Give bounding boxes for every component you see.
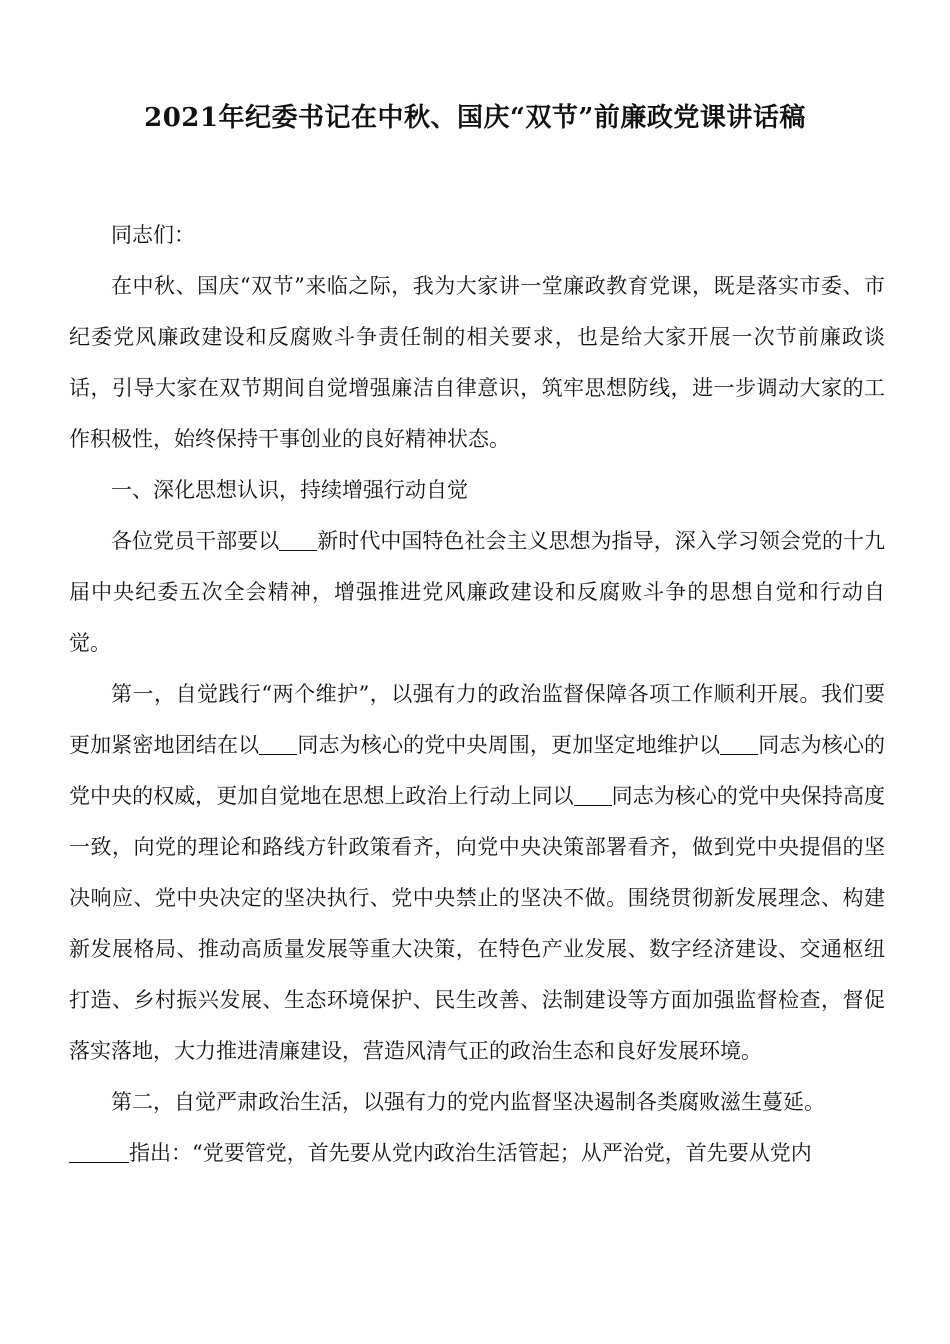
document-body — [69, 210, 885, 1179]
paragraph-guidance — [69, 516, 885, 669]
paragraph-point-1-text-d: 同志为核心的党中央保持高度一致，向党的理论和路线方针政策看齐，向党中央决策部署看齐，做到党中央提倡的坚决响应、党中央决定的坚决执行、党中央禁止的坚决不做。围绕贯彻新发展理念、构建新发展格局、推动高质量发展等重大决策，在特色产业发展、数字经济建设、交通枢纽打造、乡村振兴发展、生态环境保护、民生改善、法制建设等方面加强监督检查，督促落实落地，大力推进清廉建设，营造风清气正的政治生态和良好发展环境。 — [69, 784, 886, 1063]
paragraph-point-1-text-a: 第一，自觉践行“两个维护”，以强有力的政治监督保障各项工作顺利开展。我们要更加紧密地团结在以 — [69, 682, 885, 757]
greeting-paragraph: 同志们： — [111, 223, 195, 247]
paragraph-quote-text: 指出：“党要管党，首先要从党内政治生活管起；从严治党，首先要从党内 — [129, 1141, 812, 1165]
redacted-blank — [279, 529, 317, 551]
paragraph-point-2: 第二，自觉严肃政治生活，以强有力的党内监督坚决遏制各类腐败滋生蔓延。 — [111, 1090, 825, 1114]
document-title: 2021年纪委书记在中秋、国庆“双节”前廉政党课讲话稿 — [144, 103, 806, 133]
redacted-blank — [69, 1141, 129, 1163]
redacted-blank — [259, 733, 297, 755]
paragraph-point-1-text-c: 同志为核心的党中央的权威，更加自觉地在思想上政治上行动上同以 — [69, 733, 886, 808]
section-heading-1: 一、深化思想认识，持续增强行动自觉 — [111, 478, 468, 502]
paragraph-point-1 — [69, 669, 885, 1077]
intro-paragraph: 在中秋、国庆“双节”来临之际，我为大家讲一堂廉政教育党课，既是落实市委、市纪委党风廉政建设和反腐败斗争责任制的相关要求，也是给大家开展一次节前廉政谈话，引导大家在双节期间自觉增强廉洁自律意识，筑牢思想防线，进一步调动大家的工作积极性，始终保持干事创业的良好精神状态。 — [69, 274, 885, 451]
paragraph-point-1-text-b: 同志为核心的党中央周围，更加坚定地维护以 — [297, 733, 721, 757]
redacted-blank — [720, 733, 758, 755]
paragraph-guidance-text-b: 新时代中国特色社会主义思想为指导，深入学习领会党的十九届中央纪委五次全会精神，增强推进党风廉政建设和反腐败斗争的思想自觉和行动自觉。 — [69, 529, 886, 655]
paragraph-guidance-text-a: 各位党员干部要以 — [111, 529, 280, 553]
paragraph-quote — [69, 1128, 885, 1179]
redacted-blank — [574, 784, 612, 806]
